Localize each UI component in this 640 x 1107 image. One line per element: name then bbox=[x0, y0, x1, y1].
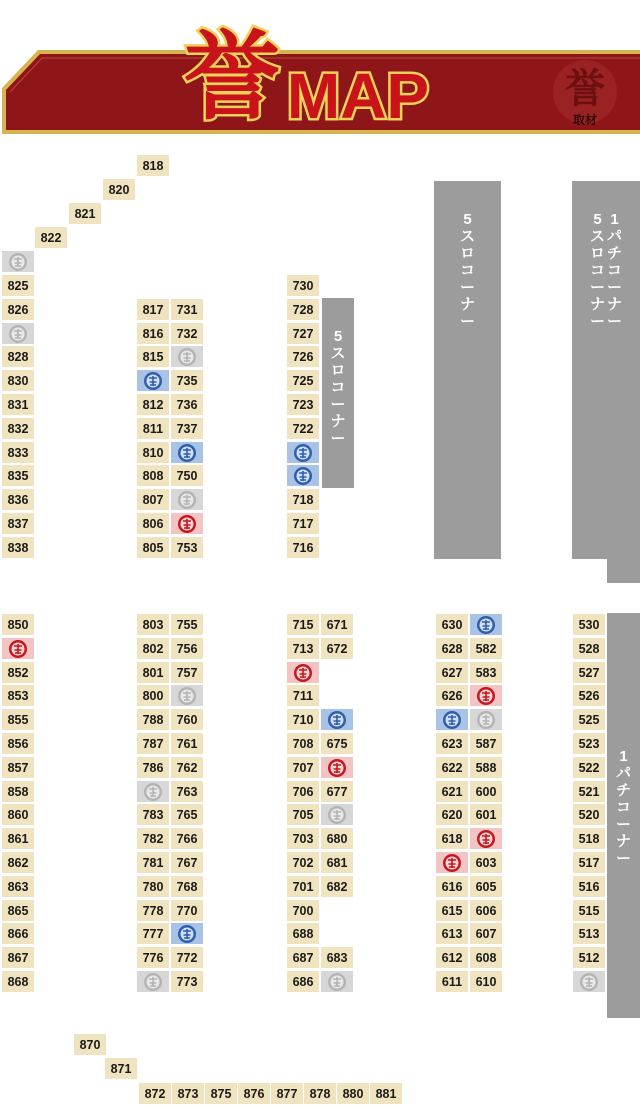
machine-number: 865 bbox=[2, 900, 35, 922]
machine-number: 860 bbox=[2, 804, 35, 826]
machine-number: 677 bbox=[321, 781, 354, 803]
machine-number: 711 bbox=[287, 685, 320, 707]
machine-slot-blue bbox=[137, 370, 170, 392]
machine-number: 708 bbox=[287, 733, 320, 755]
machine-number: 826 bbox=[2, 299, 35, 321]
machine-number: 761 bbox=[171, 733, 204, 755]
machine-number: 835 bbox=[2, 465, 35, 487]
machine-slot-red bbox=[470, 685, 503, 707]
machine-slot-gray bbox=[321, 971, 354, 993]
machine-number: 817 bbox=[137, 299, 170, 321]
homare-medallion-icon bbox=[476, 686, 496, 706]
machine-slot-gray bbox=[137, 781, 170, 803]
machine-number: 675 bbox=[321, 733, 354, 755]
machine-number: 770 bbox=[171, 900, 204, 922]
homare-medallion-icon bbox=[579, 972, 599, 992]
machine-number: 855 bbox=[2, 709, 35, 731]
machine-number: 620 bbox=[436, 804, 469, 826]
machine-number: 866 bbox=[2, 923, 35, 945]
machine-number: 858 bbox=[2, 781, 35, 803]
machine-number: 880 bbox=[337, 1083, 370, 1105]
machine-number: 760 bbox=[171, 709, 204, 731]
machine-number: 816 bbox=[137, 323, 170, 345]
machine-number: 611 bbox=[436, 971, 469, 993]
machine-slot-gray bbox=[171, 346, 204, 368]
machine-number: 808 bbox=[137, 465, 170, 487]
machine-number: 765 bbox=[171, 804, 204, 826]
machine-number: 672 bbox=[321, 638, 354, 660]
machine-number: 710 bbox=[287, 709, 320, 731]
machine-slot-gray bbox=[171, 685, 204, 707]
machine-number: 825 bbox=[2, 275, 35, 297]
machine-number: 801 bbox=[137, 662, 170, 684]
homare-medallion-icon bbox=[442, 710, 462, 730]
machine-number: 810 bbox=[137, 442, 170, 464]
machine-number: 772 bbox=[171, 947, 204, 969]
logo-kanji: 誉 bbox=[184, 20, 280, 133]
machine-number: 828 bbox=[2, 346, 35, 368]
machine-slot-red bbox=[171, 513, 204, 535]
machine-number: 762 bbox=[171, 757, 204, 779]
machine-number: 730 bbox=[287, 275, 320, 297]
machine-slot-gray bbox=[137, 971, 170, 993]
machine-number: 726 bbox=[287, 346, 320, 368]
homare-medallion-icon bbox=[8, 639, 28, 659]
machine-number: 857 bbox=[2, 757, 35, 779]
machine-number: 706 bbox=[287, 781, 320, 803]
machine-number: 523 bbox=[573, 733, 606, 755]
homare-medallion-icon bbox=[293, 663, 313, 683]
machine-number: 861 bbox=[2, 828, 35, 850]
corner-mixed-tab bbox=[607, 559, 640, 583]
machine-slot-gray bbox=[321, 804, 354, 826]
machine-number: 863 bbox=[2, 876, 35, 898]
machine-number: 837 bbox=[2, 513, 35, 535]
machine-number: 750 bbox=[171, 465, 204, 487]
machine-number: 607 bbox=[470, 923, 503, 945]
corner-label: 5スロコーナー bbox=[330, 328, 346, 447]
machine-number: 601 bbox=[470, 804, 503, 826]
homare-medallion-icon bbox=[177, 490, 197, 510]
machine-number: 520 bbox=[573, 804, 606, 826]
machine-number: 613 bbox=[436, 923, 469, 945]
machine-number: 806 bbox=[137, 513, 170, 535]
homare-medallion-icon bbox=[177, 924, 197, 944]
machine-slot-red bbox=[287, 662, 320, 684]
corner-label: 1パチコーナー bbox=[615, 748, 631, 867]
machine-number: 877 bbox=[271, 1083, 304, 1105]
machine-number: 606 bbox=[470, 900, 503, 922]
machine-number: 728 bbox=[287, 299, 320, 321]
homare-medallion-icon bbox=[177, 347, 197, 367]
machine-slot-red bbox=[2, 638, 35, 660]
machine-number: 530 bbox=[573, 614, 606, 636]
homare-medallion-icon bbox=[476, 710, 496, 730]
machine-number: 870 bbox=[74, 1034, 107, 1056]
machine-number: 517 bbox=[573, 852, 606, 874]
machine-number: 756 bbox=[171, 638, 204, 660]
machine-slot-blue bbox=[321, 709, 354, 731]
machine-number: 731 bbox=[171, 299, 204, 321]
machine-number: 815 bbox=[137, 346, 170, 368]
machine-number: 616 bbox=[436, 876, 469, 898]
machine-number: 875 bbox=[205, 1083, 238, 1105]
corner-mixed bbox=[572, 181, 640, 559]
machine-number: 821 bbox=[69, 203, 102, 225]
machine-number: 626 bbox=[436, 685, 469, 707]
machine-slot-gray bbox=[171, 489, 204, 511]
machine-number: 680 bbox=[321, 828, 354, 850]
homare-medallion-icon bbox=[177, 443, 197, 463]
machine-number: 820 bbox=[103, 179, 136, 201]
machine-number: 781 bbox=[137, 852, 170, 874]
machine-number: 778 bbox=[137, 900, 170, 922]
machine-number: 715 bbox=[287, 614, 320, 636]
machine-number: 833 bbox=[2, 442, 35, 464]
machine-number: 716 bbox=[287, 537, 320, 559]
machine-slot-gray bbox=[2, 251, 35, 273]
homare-medallion-icon bbox=[476, 829, 496, 849]
homare-medallion-icon bbox=[327, 805, 347, 825]
machine-number: 713 bbox=[287, 638, 320, 660]
machine-number: 803 bbox=[137, 614, 170, 636]
homare-medallion-icon bbox=[143, 371, 163, 391]
machine-slot-gray bbox=[573, 971, 606, 993]
machine-number: 600 bbox=[470, 781, 503, 803]
homare-medallion-icon bbox=[143, 972, 163, 992]
machine-number: 702 bbox=[287, 852, 320, 874]
machine-number: 682 bbox=[321, 876, 354, 898]
machine-number: 777 bbox=[137, 923, 170, 945]
homare-medallion-icon bbox=[327, 758, 347, 778]
machine-slot-red bbox=[470, 828, 503, 850]
machine-number: 583 bbox=[470, 662, 503, 684]
machine-number: 621 bbox=[436, 781, 469, 803]
machine-number: 618 bbox=[436, 828, 469, 850]
machine-number: 872 bbox=[139, 1083, 172, 1105]
machine-number: 521 bbox=[573, 781, 606, 803]
machine-number: 612 bbox=[436, 947, 469, 969]
machine-number: 526 bbox=[573, 685, 606, 707]
machine-number: 683 bbox=[321, 947, 354, 969]
machine-number: 681 bbox=[321, 852, 354, 874]
corner-label: 1パチコーナー bbox=[606, 211, 622, 330]
machine-number: 876 bbox=[238, 1083, 271, 1105]
machine-number: 757 bbox=[171, 662, 204, 684]
machine-number: 735 bbox=[171, 370, 204, 392]
machine-number: 862 bbox=[2, 852, 35, 874]
homare-medallion-icon bbox=[442, 853, 462, 873]
homare-medallion-icon bbox=[177, 514, 197, 534]
machine-number: 773 bbox=[171, 971, 204, 993]
machine-number: 628 bbox=[436, 638, 469, 660]
machine-number: 881 bbox=[370, 1083, 403, 1105]
machine-number: 703 bbox=[287, 828, 320, 850]
machine-number: 753 bbox=[171, 537, 204, 559]
machine-number: 822 bbox=[35, 227, 68, 249]
machine-number: 783 bbox=[137, 804, 170, 826]
machine-number: 525 bbox=[573, 709, 606, 731]
machine-number: 688 bbox=[287, 923, 320, 945]
machine-number: 615 bbox=[436, 900, 469, 922]
machine-number: 622 bbox=[436, 757, 469, 779]
machine-number: 727 bbox=[287, 323, 320, 345]
machine-number: 802 bbox=[137, 638, 170, 660]
homare-medallion-icon bbox=[293, 443, 313, 463]
machine-number: 867 bbox=[2, 947, 35, 969]
machine-number: 766 bbox=[171, 828, 204, 850]
machine-slot-blue bbox=[171, 923, 204, 945]
machine-number: 737 bbox=[171, 418, 204, 440]
machine-number: 767 bbox=[171, 852, 204, 874]
machine-number: 736 bbox=[171, 394, 204, 416]
machine-number: 832 bbox=[2, 418, 35, 440]
machine-number: 513 bbox=[573, 923, 606, 945]
machine-number: 518 bbox=[573, 828, 606, 850]
machine-number: 838 bbox=[2, 537, 35, 559]
machine-number: 830 bbox=[2, 370, 35, 392]
machine-number: 527 bbox=[573, 662, 606, 684]
machine-number: 522 bbox=[573, 757, 606, 779]
machine-slot-blue bbox=[470, 614, 503, 636]
machine-number: 717 bbox=[287, 513, 320, 535]
machine-slot-gray bbox=[2, 323, 35, 345]
machine-number: 800 bbox=[137, 685, 170, 707]
corner-label: 5スロコーナー bbox=[459, 211, 475, 330]
machine-number: 516 bbox=[573, 876, 606, 898]
machine-number: 588 bbox=[470, 757, 503, 779]
machine-number: 700 bbox=[287, 900, 320, 922]
machine-slot-blue bbox=[287, 465, 320, 487]
corner-label: 5スロコーナー bbox=[589, 211, 605, 330]
machine-number: 718 bbox=[287, 489, 320, 511]
machine-number: 788 bbox=[137, 709, 170, 731]
machine-number: 623 bbox=[436, 733, 469, 755]
machine-number: 608 bbox=[470, 947, 503, 969]
corner-1pachi bbox=[607, 613, 640, 1018]
machine-number: 763 bbox=[171, 781, 204, 803]
machine-number: 686 bbox=[287, 971, 320, 993]
machine-number: 603 bbox=[470, 852, 503, 874]
homare-medallion-icon bbox=[476, 615, 496, 635]
machine-number: 768 bbox=[171, 876, 204, 898]
machine-number: 732 bbox=[171, 323, 204, 345]
emblem-sub: 取材 bbox=[572, 113, 598, 127]
machine-number: 515 bbox=[573, 900, 606, 922]
machine-number: 701 bbox=[287, 876, 320, 898]
machine-number: 873 bbox=[172, 1083, 205, 1105]
machine-number: 818 bbox=[137, 155, 170, 177]
homare-medallion-icon bbox=[327, 972, 347, 992]
machine-number: 610 bbox=[470, 971, 503, 993]
machine-number: 707 bbox=[287, 757, 320, 779]
machine-number: 868 bbox=[2, 971, 35, 993]
machine-number: 776 bbox=[137, 947, 170, 969]
machine-number: 671 bbox=[321, 614, 354, 636]
machine-number: 627 bbox=[436, 662, 469, 684]
machine-number: 786 bbox=[137, 757, 170, 779]
machine-number: 850 bbox=[2, 614, 35, 636]
machine-number: 512 bbox=[573, 947, 606, 969]
homare-medallion-icon bbox=[293, 466, 313, 486]
homare-medallion-icon bbox=[143, 782, 163, 802]
machine-slot-blue bbox=[436, 709, 469, 731]
machine-number: 755 bbox=[171, 614, 204, 636]
corner-5slot-b bbox=[434, 181, 501, 559]
machine-slot-blue bbox=[171, 442, 204, 464]
machine-number: 871 bbox=[105, 1058, 138, 1080]
machine-number: 856 bbox=[2, 733, 35, 755]
emblem-kanji: 誉 bbox=[565, 66, 605, 111]
machine-number: 811 bbox=[137, 418, 170, 440]
corner-5slot-a bbox=[322, 298, 354, 488]
homare-medallion-icon bbox=[177, 686, 197, 706]
machine-slot-gray bbox=[470, 709, 503, 731]
machine-slot-red bbox=[436, 852, 469, 874]
homare-medallion-icon bbox=[8, 324, 28, 344]
machine-number: 787 bbox=[137, 733, 170, 755]
machine-number: 705 bbox=[287, 804, 320, 826]
machine-number: 780 bbox=[137, 876, 170, 898]
machine-number: 853 bbox=[2, 685, 35, 707]
machine-number: 852 bbox=[2, 662, 35, 684]
homare-medallion-icon bbox=[8, 252, 28, 272]
machine-number: 812 bbox=[137, 394, 170, 416]
machine-number: 587 bbox=[470, 733, 503, 755]
machine-number: 878 bbox=[304, 1083, 337, 1105]
homare-medallion-icon bbox=[327, 710, 347, 730]
machine-number: 582 bbox=[470, 638, 503, 660]
machine-slot-blue bbox=[287, 442, 320, 464]
machine-number: 630 bbox=[436, 614, 469, 636]
machine-number: 605 bbox=[470, 876, 503, 898]
machine-number: 831 bbox=[2, 394, 35, 416]
machine-number: 782 bbox=[137, 828, 170, 850]
machine-number: 807 bbox=[137, 489, 170, 511]
machine-number: 687 bbox=[287, 947, 320, 969]
machine-number: 836 bbox=[2, 489, 35, 511]
machine-number: 723 bbox=[287, 394, 320, 416]
map-title: MAP bbox=[286, 60, 430, 132]
machine-number: 722 bbox=[287, 418, 320, 440]
machine-slot-red bbox=[321, 757, 354, 779]
machine-number: 725 bbox=[287, 370, 320, 392]
machine-number: 528 bbox=[573, 638, 606, 660]
machine-number: 805 bbox=[137, 537, 170, 559]
header-banner bbox=[0, 0, 640, 134]
